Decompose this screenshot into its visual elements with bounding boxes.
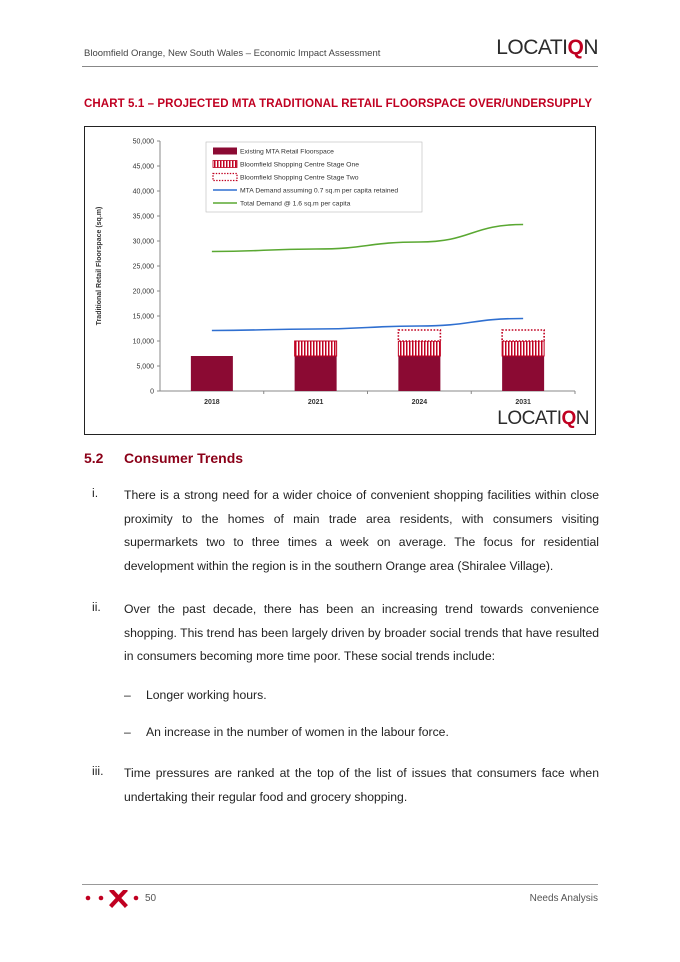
y-tick-label: 50,000	[132, 138, 154, 146]
legend-label-3: Bloomfield Shopping Centre Stage Two	[240, 174, 359, 182]
legend-label-4: MTA Demand assuming 0.7 sq.m per capita retained	[240, 187, 399, 195]
header-rule	[82, 66, 598, 67]
item-text-1: There is a strong need for a wider choice of convenient shopping facilities within close proximity to the homes of main trade area residents, with consumers visiting supermarkets two to three times a week on average. The focus for residential development within the region is in the southern Orange area (Shiralee Village).	[124, 488, 599, 573]
bar-1-2021	[295, 356, 337, 391]
header-title: Bloomfield Orange, New South Wales – Economic Impact Assessment	[84, 48, 381, 59]
legend-swatch-1	[213, 148, 237, 155]
x-tick-label: 2018	[204, 399, 220, 406]
page-number: 50	[145, 893, 157, 904]
x-tick-label: 2031	[515, 399, 531, 406]
section-number: 5.2	[84, 450, 104, 466]
legend-label-2: Bloomfield Shopping Centre Stage One	[240, 161, 360, 169]
chart-title: CHART 5.1 – PROJECTED MTA TRADITIONAL RETAIL FLOORSPACE OVER/UNDERSUPPLY	[84, 98, 593, 110]
bullet-dash-2: –	[124, 725, 131, 739]
y-tick-label: 0	[150, 388, 154, 396]
bar-3-2031	[502, 330, 544, 341]
bar-1-2031	[502, 356, 544, 391]
x-tick-label: 2021	[307, 399, 324, 406]
bullet-dash-1: –	[124, 688, 131, 702]
item-roman-2: ii.	[92, 600, 101, 614]
bar-1-2018	[191, 356, 233, 391]
y-tick-label: 30,000	[132, 238, 154, 246]
legend-swatch-2	[213, 161, 237, 168]
series-line-1	[212, 319, 523, 331]
item-roman-3: iii.	[92, 764, 104, 778]
item-roman-1: i.	[92, 486, 99, 500]
y-axis-label: Traditional Retail Floorspace (sq.m)	[96, 206, 103, 326]
x-tick-label: 2024	[411, 399, 428, 406]
legend-label-5: Total Demand @ 1.6 sq.m per capita	[240, 200, 351, 208]
bar-3-2024	[398, 330, 440, 341]
chart-frame	[84, 126, 596, 435]
y-tick-label: 45,000	[132, 163, 154, 171]
legend-label-1: Existing MTA Retail Floorspace	[240, 148, 334, 156]
y-tick-label: 15,000	[132, 313, 154, 321]
item-text-3: Time pressures are ranked at the top of the list of issues that consumers face when undertaking their regular food and grocery shopping.	[124, 766, 599, 804]
bullet-text-1: Longer working hours.	[146, 688, 267, 702]
y-tick-label: 35,000	[132, 213, 154, 221]
header-logo: LOCATIQN	[496, 36, 598, 59]
y-tick-label: 40,000	[132, 188, 154, 196]
footer-rule	[82, 884, 598, 885]
chart-logo: LOCATIQN	[497, 408, 589, 429]
section-title: Consumer Trends	[124, 450, 244, 466]
y-tick-label: 10,000	[132, 338, 154, 346]
chart-svg	[85, 127, 594, 433]
bar-2-2031	[502, 341, 544, 356]
bullet-text-2: An increase in the number of women in the labour force.	[146, 725, 449, 739]
footer-section-label: Needs Analysis	[529, 893, 598, 904]
legend-swatch-3	[213, 174, 237, 181]
bar-2-2024	[398, 341, 440, 356]
series-line-2	[212, 225, 523, 252]
bar-2-2021	[295, 341, 337, 356]
y-tick-label: 25,000	[132, 263, 154, 271]
item-text-2: Over the past decade, there has been an increasing trend towards convenience shopping. This trend has been largely driven by broader social trends that have resulted in consumers becoming more time poor. These social trends include:	[124, 602, 599, 663]
y-tick-label: 20,000	[132, 288, 154, 296]
y-tick-label: 5,000	[136, 363, 154, 371]
bar-1-2024	[398, 356, 440, 391]
